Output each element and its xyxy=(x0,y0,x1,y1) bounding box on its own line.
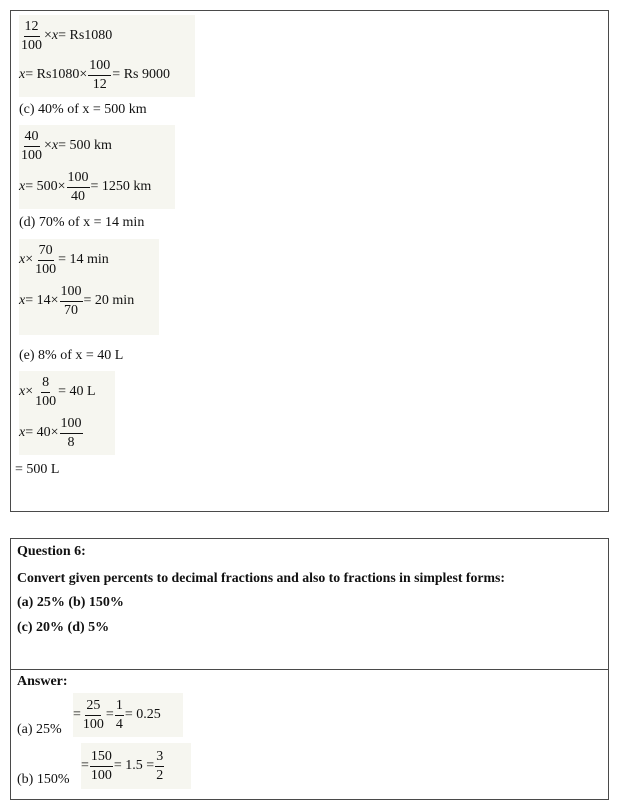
part-e-result: = 500 L xyxy=(15,462,60,477)
denominator: 100 xyxy=(90,767,112,783)
denominator: 40 xyxy=(71,188,86,204)
variable: x xyxy=(51,138,59,153)
fraction xyxy=(20,130,43,163)
equation-rhs: = 14 min xyxy=(58,252,109,267)
fraction xyxy=(90,750,113,783)
denominator: 100 xyxy=(21,37,42,53)
variable: x xyxy=(19,252,26,267)
equation-text: = Rs1080× xyxy=(25,67,88,82)
equation-line xyxy=(19,239,159,281)
answer-b-label: (b) 150% xyxy=(17,772,70,787)
variable: x xyxy=(19,384,26,399)
numerator: 12 xyxy=(24,20,40,37)
operator: = xyxy=(105,707,114,722)
fraction xyxy=(67,171,90,204)
equation-line xyxy=(19,411,115,455)
operator: = xyxy=(73,707,81,722)
part-c-label: (c) 40% of x = 500 km xyxy=(19,102,147,117)
question-parts-line-1: (a) 25% (b) 150% xyxy=(17,595,124,610)
equation-text: = 14× xyxy=(25,293,59,308)
equation-rhs: = Rs 9000 xyxy=(112,67,170,82)
variable: x xyxy=(19,425,26,440)
variable: x xyxy=(51,28,59,43)
equation-rhs: = 0.25 xyxy=(124,707,161,722)
denominator: 100 xyxy=(21,147,42,163)
equation-line xyxy=(19,125,175,167)
numerator: 70 xyxy=(38,244,54,261)
question-parts-line-2: (c) 20% (d) 5% xyxy=(17,620,110,635)
variable: x xyxy=(19,67,26,82)
numerator: 40 xyxy=(24,130,40,147)
question-answer-box xyxy=(10,538,609,800)
denominator: 4 xyxy=(115,716,123,732)
equation-line xyxy=(19,15,195,57)
operator: × xyxy=(44,138,52,153)
fraction xyxy=(88,59,111,92)
operator: × xyxy=(25,384,34,399)
denominator: 70 xyxy=(64,302,79,318)
operator: = xyxy=(81,758,89,773)
denominator: 100 xyxy=(35,393,57,409)
equation-text: = 40× xyxy=(25,425,59,440)
fraction xyxy=(34,244,57,277)
equation-line xyxy=(19,165,175,209)
equation-line xyxy=(19,371,115,413)
numerator: 100 xyxy=(88,59,111,76)
operator: × xyxy=(25,252,34,267)
fraction xyxy=(82,699,105,732)
equation-rhs: = 1250 km xyxy=(90,179,152,194)
numerator: 100 xyxy=(60,285,83,302)
section-divider xyxy=(11,669,608,670)
numerator: 1 xyxy=(115,699,124,716)
part-d-label: (d) 70% of x = 14 min xyxy=(19,215,145,230)
numerator: 25 xyxy=(85,699,101,716)
part-e-label: (e) 8% of x = 40 L xyxy=(19,348,124,363)
equation-rhs: = 40 L xyxy=(58,384,96,399)
equation-text: = 1.5 = xyxy=(113,758,155,773)
question-text: Convert given percents to decimal fractions and also to fractions in simplest forms: xyxy=(17,570,505,585)
equation-line xyxy=(19,279,159,335)
solution-continued-box xyxy=(10,10,609,512)
numerator: 100 xyxy=(60,417,83,434)
answer-a-label: (a) 25% xyxy=(17,722,62,737)
variable: x xyxy=(19,179,26,194)
numerator: 150 xyxy=(90,750,113,767)
fraction xyxy=(155,750,164,783)
numerator: 100 xyxy=(67,171,90,188)
denominator: 100 xyxy=(82,716,104,732)
answer-heading: Answer: xyxy=(17,674,68,689)
denominator: 12 xyxy=(92,76,107,92)
equation-text: = 500× xyxy=(25,179,66,194)
fraction xyxy=(34,376,57,409)
numerator: 3 xyxy=(155,750,164,767)
numerator: 8 xyxy=(41,376,50,393)
fraction xyxy=(20,20,43,53)
equation-line xyxy=(19,53,195,97)
equation-rhs: = 20 min xyxy=(83,293,135,308)
operator: × xyxy=(44,28,52,43)
equation-line xyxy=(73,693,183,737)
denominator: 2 xyxy=(156,767,164,783)
fraction xyxy=(115,699,124,732)
variable: x xyxy=(19,293,26,308)
fraction xyxy=(60,285,83,318)
question-heading: Question 6: xyxy=(17,544,86,559)
fraction xyxy=(60,417,83,450)
equation-line xyxy=(81,743,191,789)
denominator: 8 xyxy=(67,434,75,450)
equation-rhs: = 500 km xyxy=(58,138,112,153)
denominator: 100 xyxy=(35,261,57,277)
equation-rhs: = Rs1080 xyxy=(58,28,113,43)
